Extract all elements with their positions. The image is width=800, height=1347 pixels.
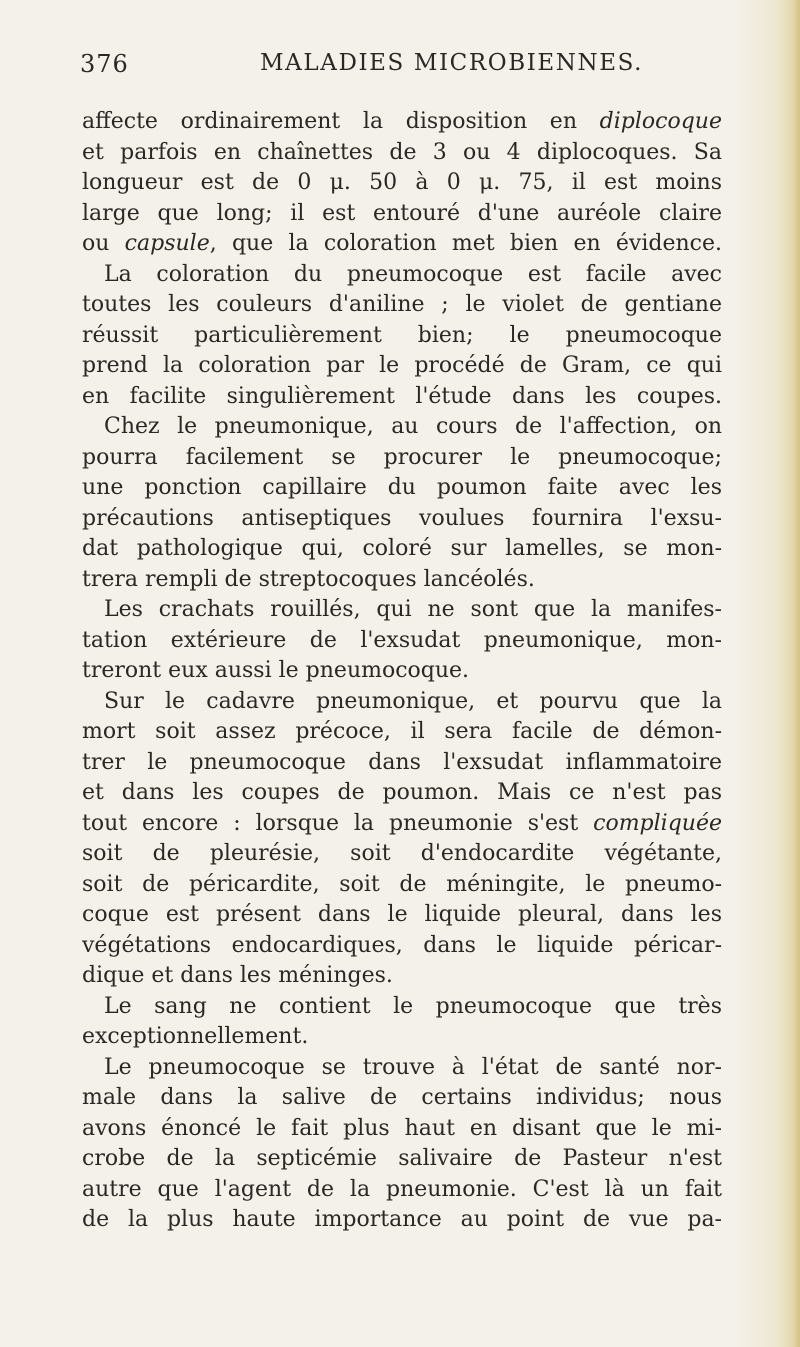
- text-line: [82, 595, 722, 626]
- text-span: végétations endocardiques, dans le liquide péricar-: [82, 932, 722, 958]
- text-span: soit de pleurésie, soit d'endocardite végétante,: [82, 841, 722, 866]
- text-span: large que long; il est entouré d'une auréole claire: [82, 200, 722, 226]
- text-line: [82, 717, 722, 748]
- text-span: trera rempli de streptocoques lancéolés.: [82, 566, 535, 592]
- text-span: dique et dans les méninges.: [82, 963, 393, 988]
- italic-term: diplocoque: [599, 109, 722, 134]
- text-span: réussit particulièrement bien; le pneumocoque: [82, 322, 722, 348]
- text-span: ou: [82, 231, 125, 256]
- text-span: affecte ordinairement la disposition en: [82, 109, 600, 134]
- text-span: avons énoncé le fait plus haut en disant que le mi-: [82, 1115, 722, 1141]
- text-line: [82, 412, 722, 443]
- text-span: treront eux aussi le pneumocoque.: [82, 658, 470, 683]
- text-span: et parfois en chaînettes de 3 ou 4 diplocoques. Sa: [82, 139, 722, 165]
- text-line: [82, 504, 722, 535]
- text-line: [82, 931, 722, 962]
- text-span: coque est présent dans le liquide pleural, dans les: [82, 902, 722, 927]
- text-line: [82, 260, 722, 291]
- italic-term: capsule: [124, 231, 210, 256]
- text-span: en facilite singulièrement l'étude dans les coupes.: [82, 383, 722, 409]
- text-line: [82, 1144, 722, 1175]
- text-span: trer le pneumocoque dans l'exsudat inflammatoire: [82, 749, 722, 775]
- text-span: prend la coloration par le procédé de Gram, ce qui: [82, 353, 722, 378]
- text-line: [82, 961, 722, 992]
- text-span: de la plus haute importance au point de vue pa-: [82, 1207, 722, 1232]
- body-text: [82, 107, 722, 1236]
- text-span: La coloration du pneumocoque est facile avec: [104, 261, 722, 287]
- page-number: 376: [80, 50, 129, 78]
- text-span: tout encore : lorsque la pneumonie s'est: [82, 810, 594, 836]
- text-line: [82, 1083, 722, 1114]
- text-span: et dans les coupes de poumon. Mais ce n'est pas: [82, 780, 722, 805]
- text-line: [82, 382, 722, 413]
- text-line: [82, 809, 722, 840]
- text-line: [82, 1022, 722, 1053]
- page-edge-shadow: [782, 0, 800, 1347]
- text-line: [82, 626, 722, 657]
- text-span: , que la coloration met bien en évidence.: [209, 231, 722, 256]
- text-line: [82, 473, 722, 504]
- text-span: pourra facilement se procurer le pneumocoque;: [82, 444, 722, 470]
- text-line: [82, 138, 722, 169]
- text-line: [82, 656, 722, 687]
- text-span: exceptionnellement.: [82, 1024, 309, 1049]
- text-span: longueur est de 0 μ. 50 à 0 μ. 75, il est moins: [82, 170, 722, 195]
- text-span: une ponction capillaire du poumon faite avec les: [82, 475, 722, 500]
- text-line: [82, 534, 722, 565]
- text-span: mort soit assez précoce, il sera facile de démon-: [82, 719, 722, 744]
- text-line: [82, 778, 722, 809]
- text-line: [82, 321, 722, 352]
- text-line: [82, 839, 722, 870]
- text-line: [82, 992, 722, 1023]
- text-line: [82, 168, 722, 199]
- text-line: [82, 1053, 722, 1084]
- page-header: [80, 50, 660, 90]
- text-line: [82, 290, 722, 321]
- text-span: Le pneumocoque se trouve à l'état de santé nor-: [104, 1054, 722, 1080]
- text-line: [82, 199, 722, 230]
- running-title: MALADIES MICROBIENNES.: [260, 50, 644, 76]
- text-span: Les crachats rouillés, qui ne sont que la manifes-: [104, 597, 722, 622]
- text-span: Sur le cadavre pneumonique, et pourvu que la: [104, 688, 722, 714]
- text-line: [82, 229, 722, 260]
- text-span: autre que l'agent de la pneumonie. C'est là un fait: [82, 1176, 722, 1202]
- text-line: [82, 1175, 722, 1206]
- text-line: [82, 443, 722, 474]
- text-span: toutes les couleurs d'aniline ; le violet de gentiane: [82, 292, 722, 317]
- text-line: [82, 565, 722, 596]
- text-line: [82, 900, 722, 931]
- text-span: male dans la salive de certains individus; nous: [82, 1085, 722, 1110]
- text-span: Chez le pneumonique, au cours de l'affection, on: [104, 414, 722, 439]
- text-line: [82, 748, 722, 779]
- text-line: [82, 1205, 722, 1236]
- text-line: [82, 687, 722, 718]
- italic-term: compliquée: [593, 810, 722, 836]
- text-line: [82, 107, 722, 138]
- text-span: précautions antiseptiques voulues fournira l'exsu-: [82, 505, 722, 531]
- text-span: soit de péricardite, soit de méningite, le pneumo-: [82, 871, 722, 897]
- text-line: [82, 351, 722, 382]
- text-span: crobe de la septicémie salivaire de Pasteur n'est: [82, 1146, 722, 1171]
- text-span: tation extérieure de l'exsudat pneumonique, mon-: [82, 627, 722, 653]
- text-line: [82, 1114, 722, 1145]
- text-span: Le sang ne contient le pneumocoque que très: [104, 993, 722, 1019]
- text-line: [82, 870, 722, 901]
- text-span: dat pathologique qui, coloré sur lamelles, se mon-: [82, 536, 722, 561]
